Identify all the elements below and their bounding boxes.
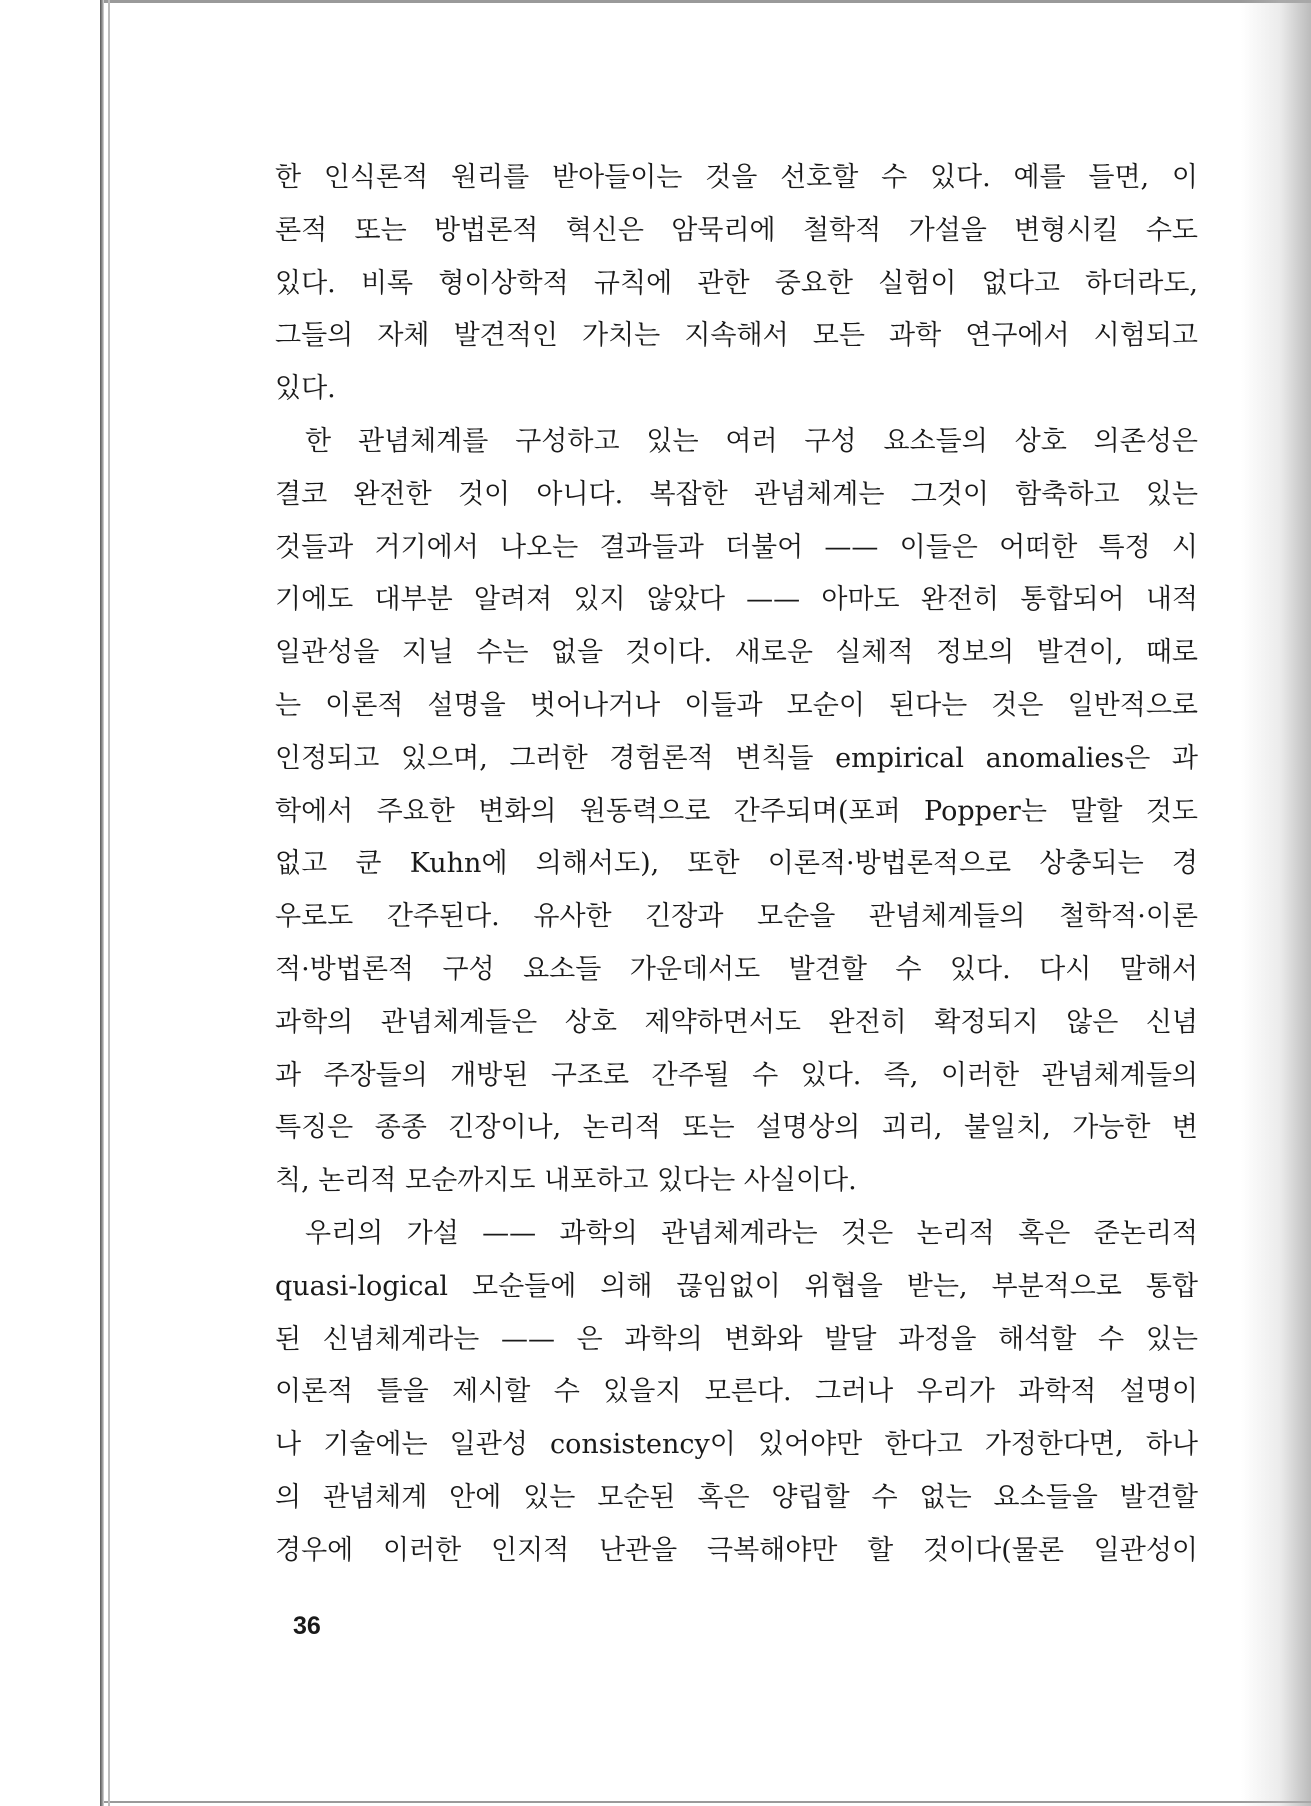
text-line: 있다. — [275, 373, 336, 405]
text-line: 된 신념체계라는 —— 은 과학의 변화와 발달 과정을 해석할 수 있는 — [275, 1323, 1198, 1355]
page-bottom-edge — [100, 1801, 1311, 1803]
text-line: 있다. 비록 형이상학적 규칙에 관한 중요한 실험이 없다고 하더라도, — [275, 267, 1198, 299]
text-line: 학에서 주요한 변화의 원동력으로 간주되며(포퍼 Popper는 말할 것도 — [275, 795, 1198, 827]
text-line: 는 이론적 설명을 벗어나거나 이들과 모순이 된다는 것은 일반적으로 — [275, 689, 1198, 721]
text-line: 없고 쿤 Kuhn에 의해서도), 또한 이론적·방법론적으로 상충되는 경 — [275, 848, 1198, 880]
text-line: 론적 또는 방법론적 혁신은 암묵리에 철학적 가설을 변형시킬 수도 — [275, 214, 1198, 246]
text-line: 그들의 자체 발견적인 가치는 지속해서 모든 과학 연구에서 시험되고 — [275, 320, 1198, 352]
text-line: 기에도 대부분 알려져 있지 않았다 —— 아마도 완전히 통합되어 내적 — [275, 584, 1198, 616]
text-line: 인정되고 있으며, 그러한 경험론적 변칙들 empirical anomalies은 과 — [275, 742, 1198, 774]
text-line: 칙, 논리적 모순까지도 내포하고 있다는 사실이다. — [275, 1165, 857, 1197]
text-line: 한 인식론적 원리를 받아들이는 것을 선호할 수 있다. 예를 들면, 이 — [275, 162, 1198, 193]
text-line: 것들과 거기에서 나오는 결과들과 더불어 —— 이들은 어떠한 특정 시 — [275, 531, 1198, 563]
page-right-shadow — [1241, 0, 1311, 1806]
body-text — [275, 152, 1198, 1578]
text-line: 의 관념체계 안에 있는 모순된 혹은 양립할 수 없는 요소들을 발견할 — [275, 1481, 1198, 1513]
page-left-edge-inner — [108, 0, 110, 1806]
text-line: 적·방법론적 구성 요소들 가운데서도 발견할 수 있다. 다시 말해서 — [275, 953, 1198, 985]
text-line: 경우에 이러한 인지적 난관을 극복해야만 할 것이다(물론 일관성이 — [275, 1534, 1198, 1566]
text-line: 과 주장들의 개방된 구조로 간주될 수 있다. 즉, 이러한 관념체계들의 — [275, 1059, 1198, 1091]
text-line: 나 기술에는 일관성 consistency이 있어야만 한다고 가정한다면, 하나 — [275, 1429, 1198, 1461]
text-line: quasi-logical 모순들에 의해 끊임없이 위협을 받는, 부분적으로 통합 — [275, 1270, 1198, 1302]
paragraph-start-line: 한 관념체계를 구성하고 있는 여러 구성 요소들의 상호 의존성은 — [305, 425, 1198, 457]
paragraph-start-line: 우리의 가설 —— 과학의 관념체계라는 것은 논리적 혹은 준논리적 — [305, 1217, 1198, 1249]
text-line: 과학의 관념체계들은 상호 제약하면서도 완전히 확정되지 않은 신념 — [275, 1006, 1198, 1038]
text-line: 결코 완전한 것이 아니다. 복잡한 관념체계는 그것이 함축하고 있는 — [275, 478, 1198, 510]
page-left-edge — [100, 0, 104, 1806]
page-number: 36 — [293, 1612, 321, 1640]
text-line: 일관성을 지닐 수는 없을 것이다. 새로운 실체적 정보의 발견이, 때로 — [275, 637, 1198, 669]
text-line: 특징은 종종 긴장이나, 논리적 또는 설명상의 괴리, 불일치, 가능한 변 — [275, 1112, 1198, 1144]
page-top-edge — [100, 0, 1311, 3]
text-line: 우로도 간주된다. 유사한 긴장과 모순을 관념체계들의 철학적·이론 — [275, 901, 1198, 933]
text-line: 이론적 틀을 제시할 수 있을지 모른다. 그러나 우리가 과학적 설명이 — [275, 1376, 1198, 1408]
